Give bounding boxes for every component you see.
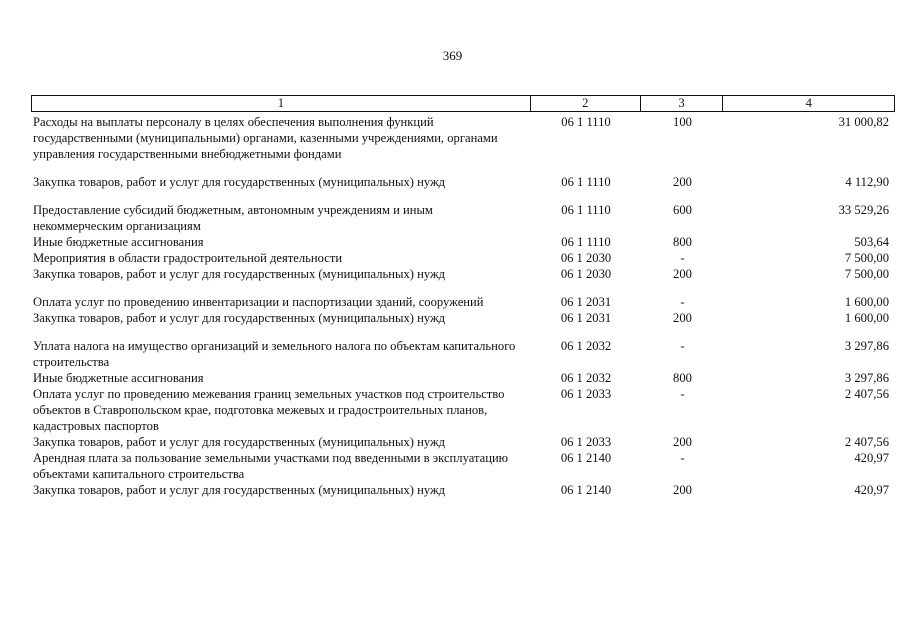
row-amount: 4 112,90 (845, 175, 889, 189)
row-name: Предоставление субсидий бюджетным, автономным учреждениям и иным некоммерческим организациям (33, 203, 433, 233)
row-name: Закупка товаров, работ и услуг для государственных (муниципальных) нужд (33, 483, 446, 497)
table-row (31, 370, 895, 386)
row-name: Мероприятия в области градостроительной деятельности (33, 251, 343, 265)
row-amount: 1 600,00 (844, 295, 889, 309)
row-name: Иные бюджетные ассигнования (33, 235, 204, 249)
row-code: 06 1 2032 (560, 371, 612, 385)
row-amount: 3 297,86 (844, 371, 889, 385)
row-code: 06 1 2032 (560, 339, 612, 353)
table-row (31, 234, 895, 250)
row-name: Закупка товаров, работ и услуг для государственных (муниципальных) нужд (33, 175, 446, 189)
table-body (31, 114, 895, 498)
row-code: 06 1 2140 (560, 483, 612, 497)
row-amount: 2 407,56 (844, 387, 889, 401)
table-row (31, 266, 895, 294)
table-header (31, 95, 895, 112)
row-name: Закупка товаров, работ и услуг для государственных (муниципальных) нужд (33, 435, 446, 449)
row-type: 200 (673, 311, 692, 325)
row-type: - (680, 295, 685, 309)
row-name: Уплата налога на имущество организаций и земельного налога по объектам капитального строительства (33, 339, 516, 369)
row-amount: 7 500,00 (844, 267, 889, 281)
row-amount: 3 297,86 (844, 339, 889, 353)
row-type: 600 (673, 203, 692, 217)
row-type: - (680, 451, 685, 465)
page-number: 369 (442, 48, 463, 63)
row-code: 06 1 2033 (560, 387, 612, 401)
row-type: - (680, 339, 685, 353)
table-row (31, 310, 895, 338)
row-amount: 420,97 (854, 451, 889, 465)
table-row (31, 250, 895, 266)
row-name: Закупка товаров, работ и услуг для государственных (муниципальных) нужд (33, 311, 446, 325)
row-code: 06 1 2030 (560, 267, 612, 281)
row-amount: 2 407,56 (844, 435, 889, 449)
row-name: Расходы на выплаты персоналу в целях обеспечения выполнения функций государственными (муниципальными) органами, казенными учреждениями, органами управления государственными внебюджетными фондами (33, 115, 498, 161)
table-row (31, 386, 895, 434)
table-row (31, 450, 895, 482)
table-row (31, 434, 895, 450)
row-type: 200 (673, 483, 692, 497)
row-amount: 503,64 (854, 235, 889, 249)
table-row (31, 202, 895, 234)
table-row (31, 338, 895, 370)
header-col-1: 1 (32, 96, 531, 111)
row-name: Арендная плата за пользование земельными участками под введенными в эксплуатацию объектами капитального строительства (33, 451, 509, 481)
row-amount: 1 600,00 (844, 311, 889, 325)
row-type: 200 (673, 435, 692, 449)
row-name: Оплата услуг по проведению межевания границ земельных участков под строительство объектов в Ставропольском крае, подготовка межевых и градостроительных планов, кадастровых паспортов (33, 387, 505, 433)
row-name: Закупка товаров, работ и услуг для государственных (муниципальных) нужд (33, 267, 446, 281)
row-type: 100 (673, 115, 692, 129)
row-type: 800 (673, 235, 692, 249)
table-row (31, 174, 895, 202)
header-col-3: 3 (641, 96, 724, 111)
row-amount: 31 000,82 (838, 115, 889, 129)
table-row (31, 482, 895, 498)
row-code: 06 1 2031 (560, 311, 612, 325)
table-row (31, 294, 895, 310)
header-col-4: 4 (805, 96, 812, 110)
table-row (31, 114, 895, 174)
row-code: 06 1 1110 (561, 235, 611, 249)
row-amount: 7 500,00 (844, 251, 889, 265)
row-type: 200 (673, 175, 692, 189)
row-name: Оплата услуг по проведению инвентаризации и паспортизации зданий, сооружений (33, 295, 484, 309)
header-col-2: 2 (531, 96, 641, 111)
row-code: 06 1 2140 (560, 451, 612, 465)
row-type: - (680, 387, 685, 401)
row-code: 06 1 2033 (560, 435, 612, 449)
row-type: 200 (673, 267, 692, 281)
row-code: 06 1 2030 (560, 251, 612, 265)
row-code: 06 1 1110 (561, 115, 611, 129)
row-code: 06 1 1110 (561, 175, 611, 189)
row-type: 800 (673, 371, 692, 385)
row-code: 06 1 1110 (561, 203, 611, 217)
row-type: - (680, 251, 685, 265)
row-amount: 33 529,26 (838, 203, 889, 217)
row-name: Иные бюджетные ассигнования (33, 371, 204, 385)
row-amount: 420,97 (854, 483, 889, 497)
row-code: 06 1 2031 (560, 295, 612, 309)
